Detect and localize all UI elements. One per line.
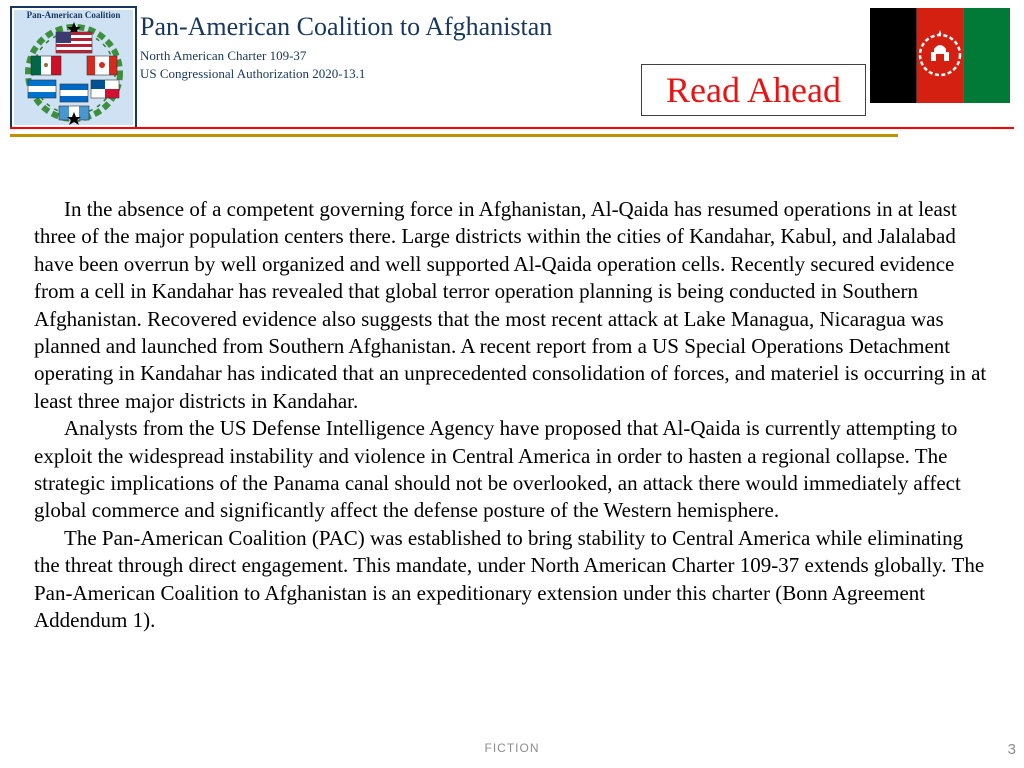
title-block bbox=[140, 12, 552, 83]
read-ahead-label: Read Ahead bbox=[666, 70, 841, 110]
panama-flag-icon bbox=[91, 80, 119, 98]
read-ahead-box bbox=[641, 64, 866, 116]
nicaragua-flag-icon bbox=[60, 84, 88, 102]
honduras-flag-icon bbox=[28, 80, 56, 98]
page-number: 3 bbox=[1007, 741, 1016, 758]
canada-flag-icon bbox=[87, 56, 117, 75]
paragraph-analysis: Analysts from the US Defense Intelligence Agency have proposed that Al-Qaida is currently attempting to exploit the widespread instability and violence in Central America in order to hasten a regional collapse. The strategic implications of the Panama canal should not be overlooked, an attack there would immediately affect global commerce and significantly affect the defense posture of the Western hemisphere. bbox=[34, 416, 961, 523]
fiction-disclaimer: FICTION bbox=[484, 741, 540, 755]
subtitle-authorization: US Congressional Authorization 2020-13.1 bbox=[140, 66, 366, 82]
paragraph-mandate: The Pan-American Coalition (PAC) was established to bring stability to Central America while eliminating the threat through direct engagement. This mandate, under North American Charter 109-37 extends globally. The Pan-American Coalition to Afghanistan is an expeditionary extension under this charter (Bonn Agreement Addendum 1). bbox=[34, 525, 985, 633]
coalition-logo bbox=[10, 6, 137, 129]
subtitle-charter: North American Charter 109-37 bbox=[140, 48, 307, 63]
slide-title: Pan-American Coalition to Afghanistan bbox=[140, 12, 553, 41]
body-text bbox=[34, 196, 990, 635]
red-divider-line bbox=[10, 127, 1014, 129]
paragraph-situation: In the absence of a competent governing force in Afghanistan, Al-Qaida has resumed operations in at least three of the major population centers there. Large districts within the cities of Kandahar, Kabul, and Jalalabad have been overrun by well organized and well supported Al-Qaida operation cells. Recently secured evidence from a cell in Kandahar has revealed that global terror operation planning is being conducted in Southern Afghanistan. Recovered evidence also suggests that the most recent attack at Lake Managua, Nicaragua was planned and launched from Southern Afghanistan. A recent report from a US Special Operations Detachment operating in Kandahar has indicated that an unprecedented consolidation of forces, and materiel is occurring in at least three major districts in Kandahar. bbox=[34, 197, 987, 413]
coalition-emblem-icon bbox=[15, 20, 133, 126]
coalition-logo-caption: Pan-American Coalition bbox=[26, 10, 121, 20]
afghanistan-flag-icon bbox=[870, 8, 1010, 103]
us-flag-icon bbox=[56, 32, 92, 53]
gold-divider-line bbox=[10, 134, 898, 137]
mexico-flag-icon bbox=[31, 56, 61, 75]
